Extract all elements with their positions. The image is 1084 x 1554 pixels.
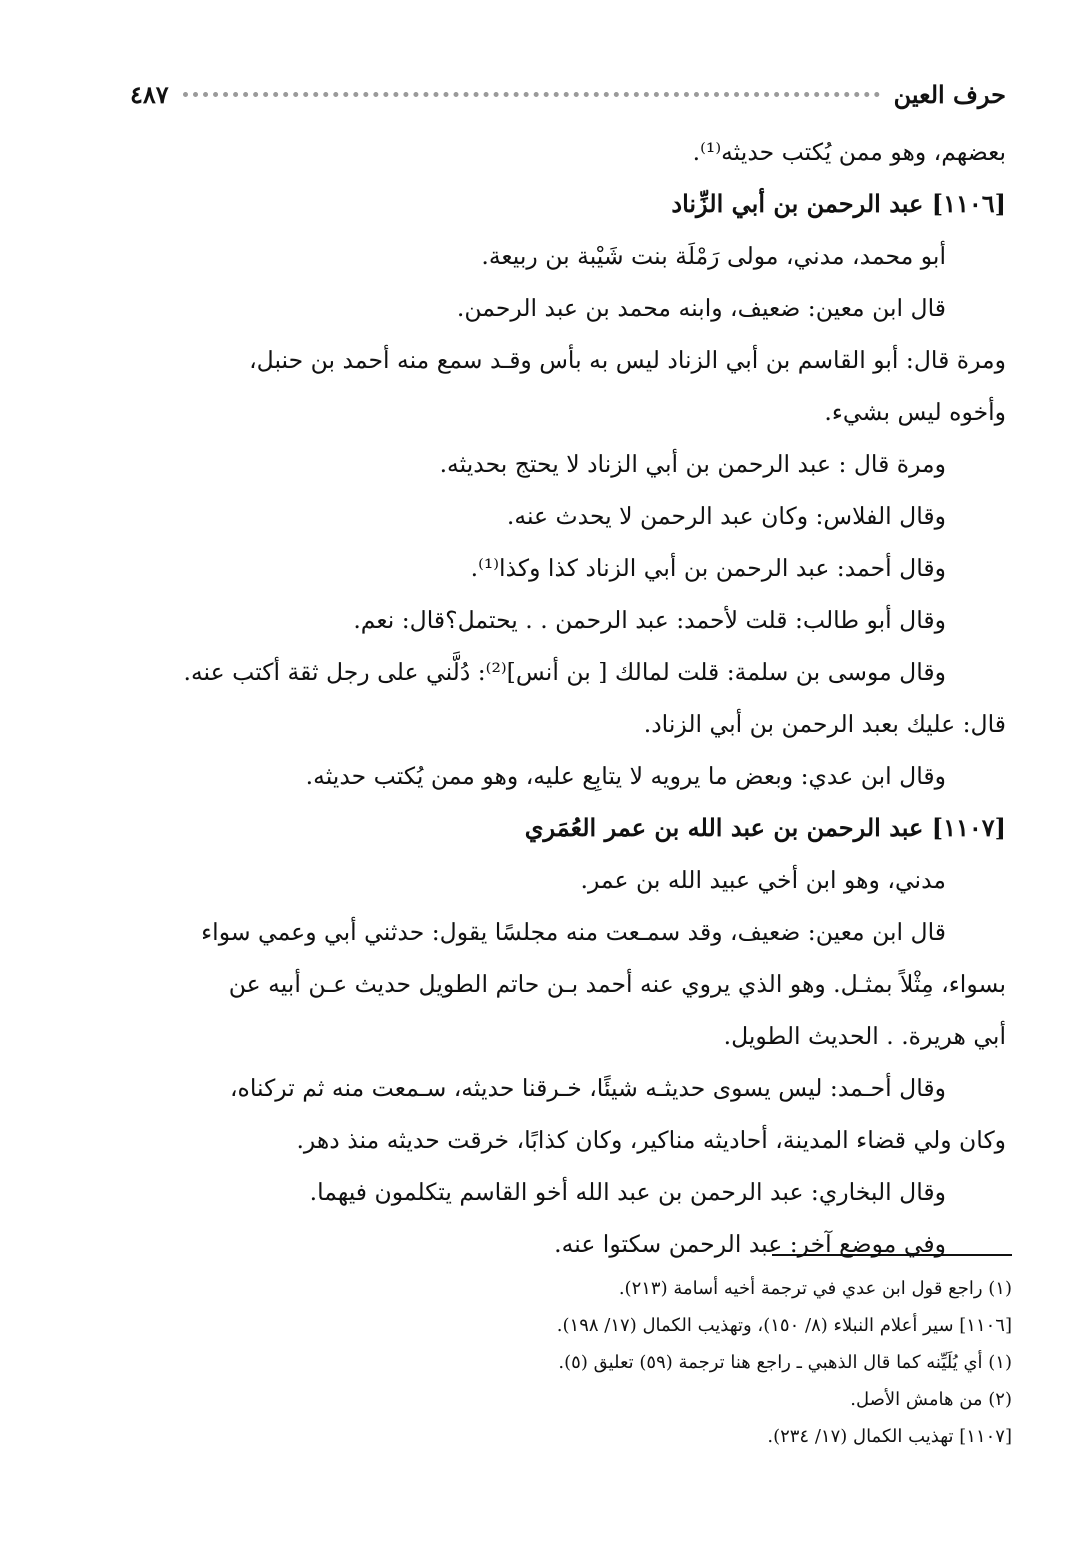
text-line: قال: عليك بعبد الرحمن بن أبي الزناد. <box>643 710 1006 738</box>
header-dotted-rule <box>183 92 880 97</box>
text-line: ومرة قال : عبد الرحمن بن أبي الزناد لا يحتج بحديثه. <box>439 450 946 478</box>
text-line: قال ابن معين: ضعيف، وقد سمـعت منه مجلسًا يقول: حدثني أبي وعمي سواء <box>201 918 946 946</box>
text-line: وقال أحمد: عبد الرحمن بن أبي الزناد كذا وكذا⁽¹⁾. <box>470 554 946 582</box>
running-title: حرف العين <box>893 79 1006 109</box>
text-line: وقال البخاري: عبد الرحمن بن عبد الله أخو القاسم يتكلمون فيهما. <box>309 1178 946 1206</box>
text-line: وكان ولي قضاء المدينة، أحاديثه مناكير، وكان كذابًا، خرقت حديثه منذ دهر. <box>296 1126 1006 1154</box>
text-line: وفي موضع آخر: عبد الرحمن سكتوا عنه. <box>554 1230 946 1258</box>
main-text <box>128 126 1006 1270</box>
text-line: بسواء، مِثْلاً بمثـل. وهو الذي يروي عنه أحمد بـن حاتم الطويل حديث عـن أبيه عن <box>228 970 1006 998</box>
footnote: (١) أي يُلَيِّنه كما قال الذهبي ـ راجع هنا ترجمة (٥٩) تعليق (٥). <box>558 1352 1012 1373</box>
footnote: [١١٠٦] سير أعلام النبلاء (٨/ ١٥٠)، وتهذيب الكمال (١٧/ ١٩٨). <box>556 1315 1012 1336</box>
text-line: وقال أحـمد: ليس يسوى حديثـه شيئًا، خـرقنا حديثه، سـمعت منه ثم تركناه، <box>229 1074 946 1102</box>
text-line: وأخوه ليس بشيء. <box>824 398 1006 426</box>
text-line: أبي هريرة. . الحديث الطويل. <box>723 1022 1006 1050</box>
text-line: وقال موسى بن سلمة: قلت لمالك [ بن أنس]⁽²⁾: دُلَّني على رجل ثقة أكتب عنه. <box>183 658 946 686</box>
text-line: وقال الفلاس: وكان عبد الرحمن لا يحدث عنه. <box>506 502 946 530</box>
footnote: (٢) من هامش الأصل. <box>850 1389 1012 1410</box>
footnotes <box>128 1270 1012 1455</box>
text-line: بعضهم، وهو ممن يُكتب حديثه⁽¹⁾. <box>692 138 1006 166</box>
page-number: ٤٨٧ <box>130 79 169 109</box>
footnote: [١١٠٧] تهذيب الكمال (١٧/ ٢٣٤). <box>767 1426 1012 1447</box>
footnote-separator <box>772 1254 1012 1256</box>
text-line: ومرة قال: أبو القاسم بن أبي الزناد ليس به بأس وقـد سمع منه أحمد بن حنبل، <box>249 346 1006 374</box>
footnote: (١) راجع قول ابن عدي في ترجمة أخيه أسامة (٢١٣). <box>618 1278 1012 1299</box>
entry-heading-1106: [١١٠٦] عبد الرحمن بن أبي الزِّناد <box>671 189 1006 218</box>
text-line: قال ابن معين: ضعيف، وابنه محمد بن عبد الرحمن. <box>456 294 946 322</box>
text-line: وقال ابن عدي: وبعض ما يرويه لا يتابِع عليه، وهو ممن يُكتب حديثه. <box>305 762 946 790</box>
text-line: وقال أبو طالب: قلت لأحمد: عبد الرحمن . . يحتمل؟قال: نعم. <box>353 606 946 634</box>
text-line: مدني، وهو ابن أخي عبيد الله بن عمر. <box>580 866 946 894</box>
entry-heading-1107: [١١٠٧] عبد الرحمن بن عبد الله بن عمر العُمَري <box>524 813 1006 842</box>
running-header <box>130 74 1006 114</box>
text-line: أبو محمد، مدني، مولى رَمْلَة بنت شَيْبة بن ربيعة. <box>481 242 946 270</box>
